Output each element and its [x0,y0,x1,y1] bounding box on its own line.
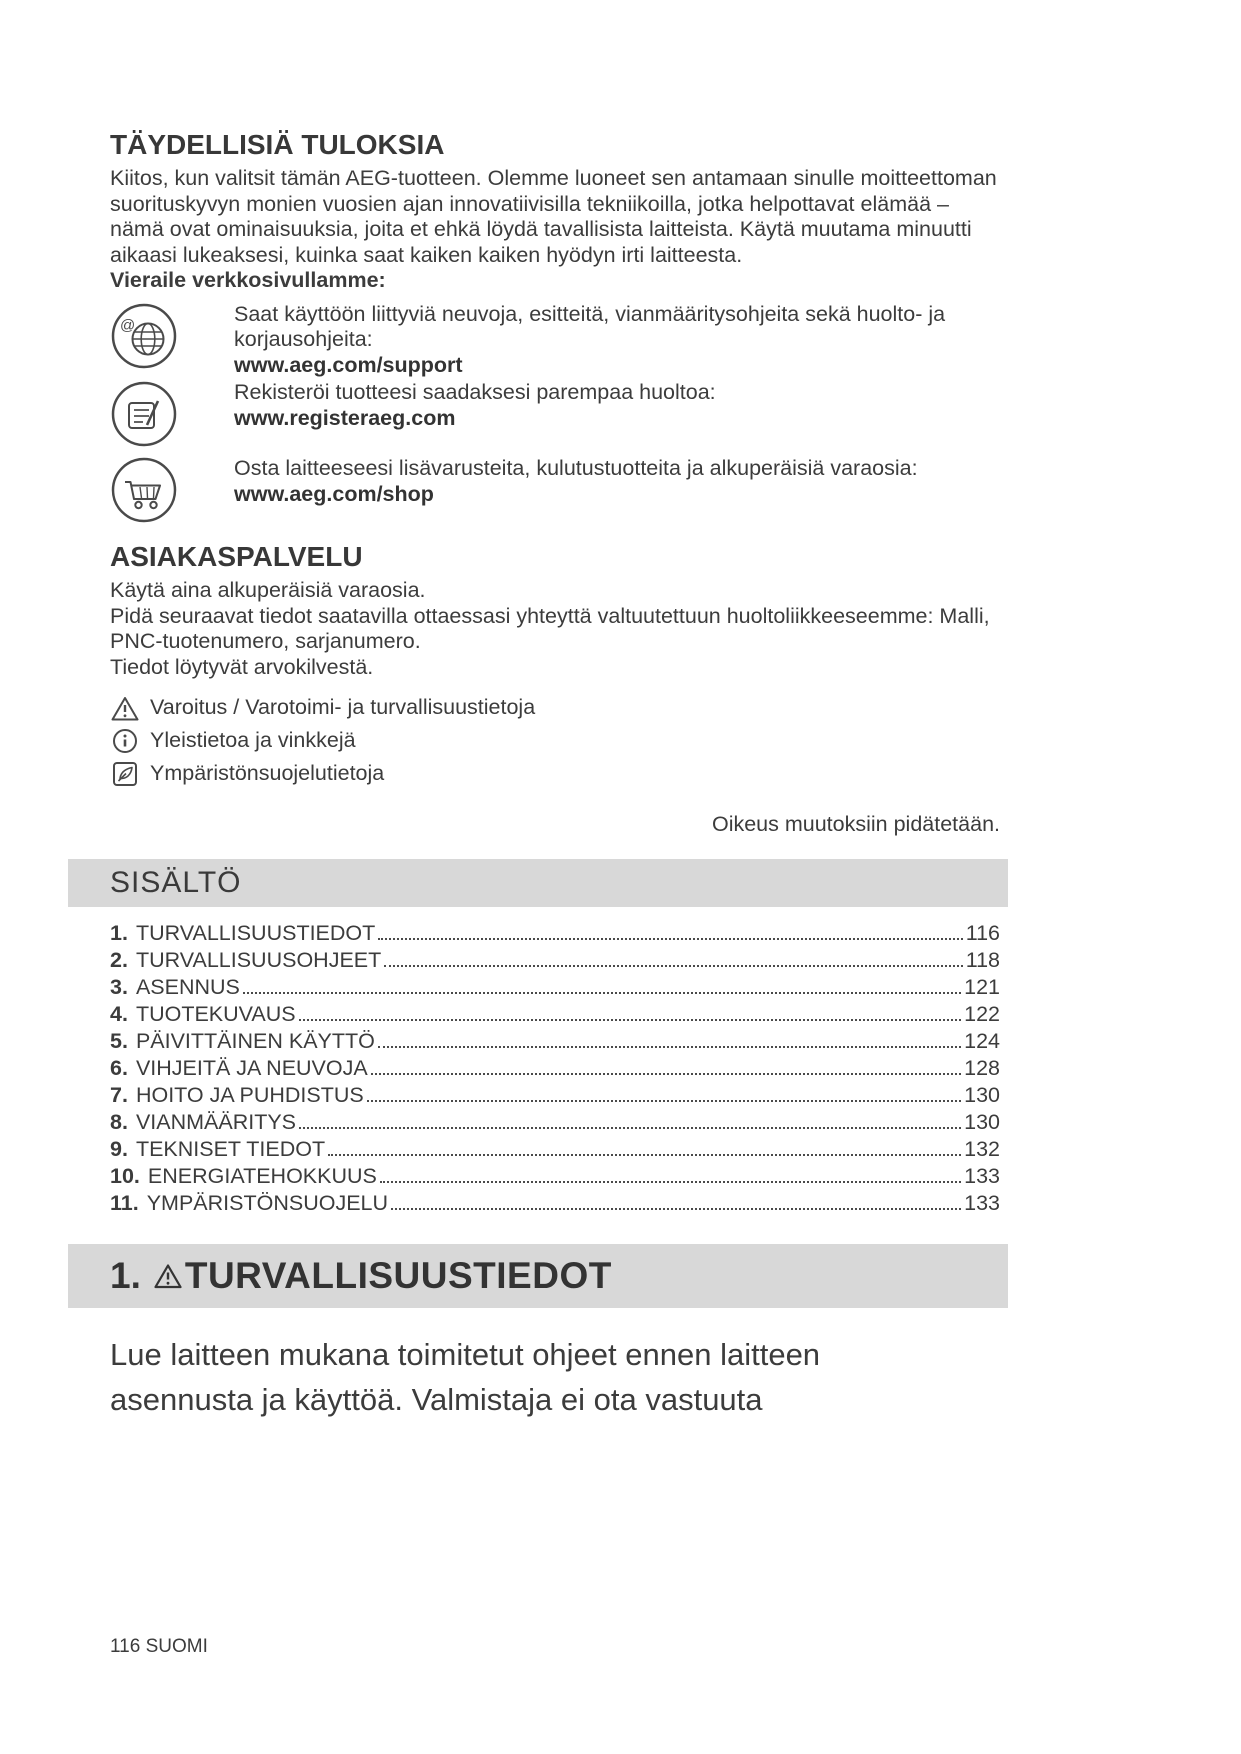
warning-note-row [110,694,1000,722]
section1-header-bar [68,1244,1008,1308]
toc-entry-label: TURVALLISUUSOHJEET [135,948,382,972]
shop-link-url[interactable]: www.aeg.com/shop [234,481,434,506]
toc-leader-dots [243,992,961,994]
intro-section [110,0,1000,837]
toc-entry-label: ENERGIATEHOKKUUS [147,1164,377,1188]
support-link-row [110,300,1000,379]
environment-leaf-icon [110,760,140,788]
toc-entry-page: 122 [964,1002,1000,1026]
toc-entry-number: 1. [110,921,128,945]
register-link-row [110,378,1000,448]
intro-paragraph: Kiitos, kun valitsit tämän AEG-tuotteen. Olemme luoneet sen antamaan sinulle moitteettoman suorituskyvyn monien vuosien ajan innovatiivisilla tekniikoilla, jotka helpottavat elämää – nämä ovat ominaisuuksia, joita et ehkä löydä tavallisista laitteista. Käytä muutama minuutti aikaasi lukeaksesi, kuinka saat kaiken kaiken hyödyn irti laitteesta. [110,166,997,267]
toc-entry[interactable] [110,975,1000,1002]
toc-entry-label: TUOTEKUVAUS [135,1002,296,1026]
toc-entry-number: 2. [110,948,128,972]
toc-entry-label: TURVALLISUUSTIEDOT [135,921,376,945]
toc-entry-label: PÄIVITTÄINEN KÄYTTÖ [135,1029,375,1053]
toc-entry-page: 130 [964,1110,1000,1134]
toc-entry-page: 132 [964,1137,1000,1161]
info-note-text: Yleistietoa ja vinkkejä [150,728,356,753]
page-title: TÄYDELLISIÄ TULOKSIA [110,129,445,160]
toc-leader-dots [384,965,962,967]
toc-entry-label: VIANMÄÄRITYS [135,1110,297,1134]
toc-entry-number: 9. [110,1137,128,1161]
toc-leader-dots [378,1046,961,1048]
toc-entry-number: 5. [110,1029,128,1053]
toc-entry-label: VIHJEITÄ JA NEUVOJA [135,1056,368,1080]
section1-number: 1. [110,1255,141,1296]
toc-entry-number: 8. [110,1110,128,1134]
toc-entry[interactable] [110,1083,1000,1110]
toc-title: SISÄLTÖ [110,866,242,899]
warning-triangle-icon [153,1262,183,1290]
customer-service-line: Käytä aina alkuperäisiä varaosia. [110,578,426,602]
toc-entry-label: ASENNUS [135,975,240,999]
toc-entry[interactable] [110,1164,1000,1191]
toc-entry-page: 118 [965,948,1000,972]
toc-entry-page: 128 [964,1056,1000,1080]
toc-entry-page: 133 [964,1191,1000,1215]
toc-entry[interactable] [110,1110,1000,1137]
toc-entry-page: 130 [964,1083,1000,1107]
svg-text:@: @ [120,316,136,334]
toc-entry-page: 124 [964,1029,1000,1053]
warning-note-text: Varoitus / Varotoimi- ja turvallisuustietoja [150,695,536,720]
toc-leader-dots [367,1100,961,1102]
toc-entry-number: 6. [110,1056,128,1080]
support-link-url[interactable]: www.aeg.com/support [234,352,463,377]
info-circle-icon [110,727,140,755]
register-link-text: Rekisteröi tuotteesi saadaksesi parempaa huoltoa: [234,380,716,404]
table-of-contents [110,907,1000,1218]
toc-entry-label: TEKNISET TIEDOT [135,1137,326,1161]
shop-link-row [110,454,1000,524]
toc-entry-number: 3. [110,975,128,999]
toc-entry-number: 7. [110,1083,128,1107]
toc-entry-page: 133 [964,1164,1000,1188]
toc-leader-dots [378,938,962,940]
toc-entry-number: 10. [110,1164,140,1188]
customer-service-title: ASIAKASPALVELU [110,541,363,572]
page-footer: 116 SUOMI [110,1636,208,1657]
toc-entry-page: 116 [965,921,1000,945]
visit-website-label: Vieraile verkkosivullamme: [110,268,386,292]
warning-triangle-icon [110,694,140,722]
shop-link-text: Osta laitteeseesi lisävarusteita, kulutustuotteita ja alkuperäisiä varaosia: [234,456,918,480]
toc-entry-label: HOITO JA PUHDISTUS [135,1083,364,1107]
customer-service-line: Tiedot löytyvät arvokilvestä. [110,654,374,679]
toc-entry-number: 4. [110,1002,128,1026]
toc-leader-dots [391,1208,961,1210]
support-link-text: Saat käyttöön liittyviä neuvoja, esitteitä, vianmääritysohjeita sekä huolto- ja korjausohjeita: [234,301,946,351]
register-link-url[interactable]: www.registeraeg.com [234,405,456,430]
toc-entry[interactable] [110,948,1000,975]
legend-notes [110,694,1000,788]
shop-link-text-block [234,454,918,524]
rights-reserved-note: Oikeus muutoksiin pidätetään. [711,812,1000,836]
toc-entry[interactable] [110,1191,1000,1218]
support-link-text-block [234,300,1000,379]
toc-entry[interactable] [110,1056,1000,1083]
toc-entry[interactable] [110,1137,1000,1164]
toc-leader-dots [380,1181,961,1183]
shopping-cart-icon [110,456,178,524]
toc-entry[interactable] [110,921,1000,948]
info-note-row [110,727,1000,755]
toc-leader-dots [299,1019,962,1021]
customer-service-line: Pidä seuraavat tiedot saatavilla ottaessasi yhteyttä valtuutettuun huoltoliikkeeseemme: Malli, PNC-tuotenumero, sarjanumero. [110,603,990,653]
register-link-text-block [234,378,716,448]
toc-entry-number: 11. [110,1191,139,1215]
toc-entry[interactable] [110,1002,1000,1029]
environment-note-text: Ympäristönsuojelutietoja [150,761,385,786]
section1-title: TURVALLISUUSTIEDOT [184,1255,612,1296]
toc-leader-dots [328,1154,961,1156]
toc-entry[interactable] [110,1029,1000,1056]
toc-entry-page: 121 [964,975,1000,999]
section1-intro-text: Lue laitteen mukana toimitetut ohjeet ennen laitteen asennusta ja käyttöä. Valmistaja ei ota vastuuta [110,1337,821,1417]
environment-note-row [110,760,1000,788]
register-document-icon [110,380,178,448]
toc-entry-label: YMPÄRISTÖNSUOJELU [146,1191,389,1215]
globe-support-icon [110,302,178,370]
toc-header-bar [68,859,1008,907]
toc-leader-dots [299,1127,961,1129]
toc-leader-dots [371,1073,961,1075]
